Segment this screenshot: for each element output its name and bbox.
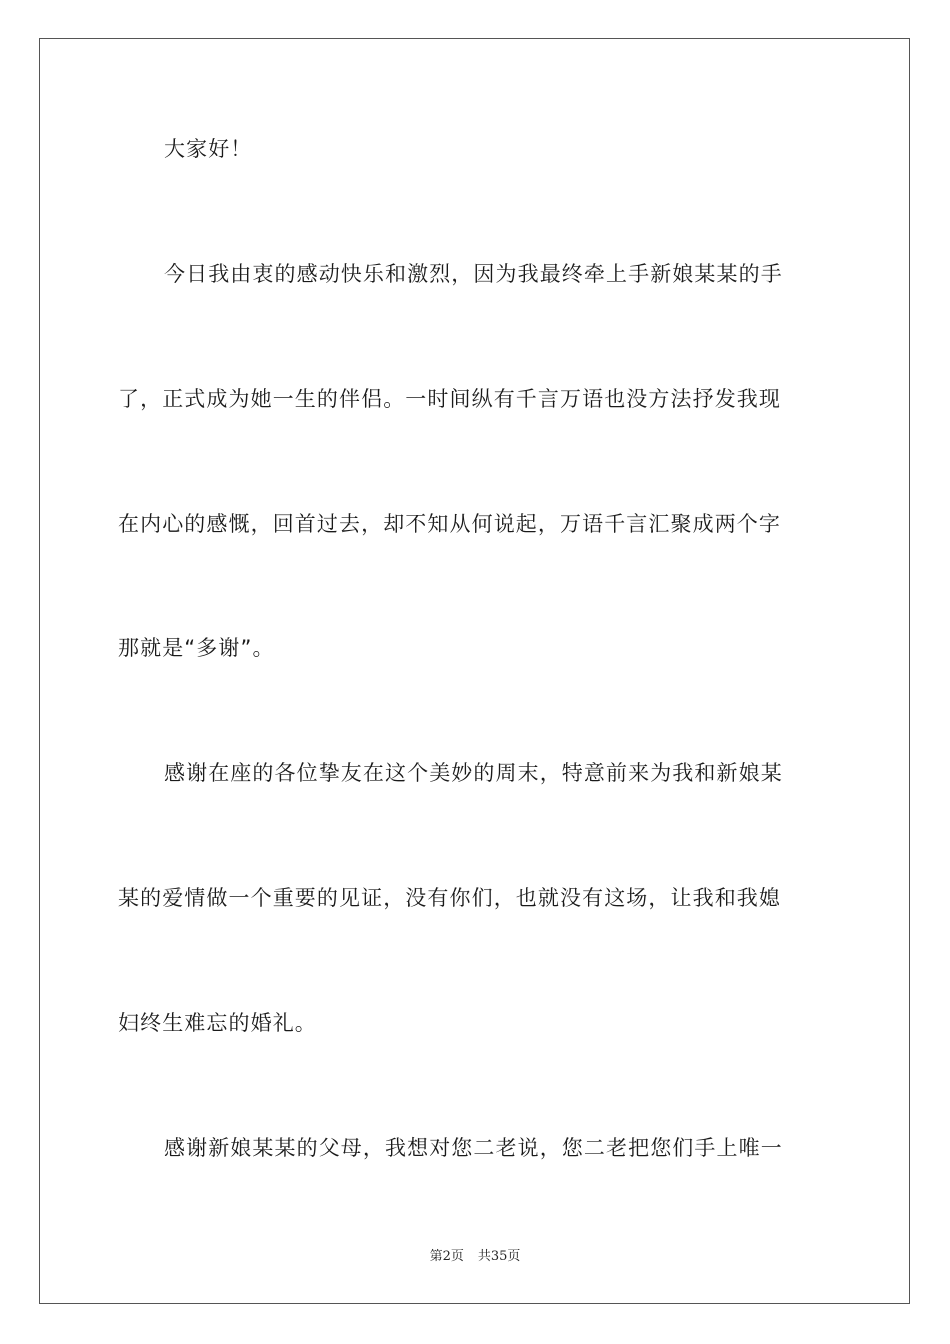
paragraph-line: 了，正式成为她一生的伴侣。一时间纵有千言万语也没方法抒发我现 [118,387,781,411]
paragraph-line: 感谢新娘某某的父母，我想对您二老说，您二老把您们手上唯一 [164,1136,783,1160]
page-number-current: 第2页 [429,1249,464,1264]
paragraph-line: 在内心的感慨，回首过去，却不知从何说起，万语千言汇聚成两个字 [118,512,781,536]
paragraph-line: 今日我由衷的感动快乐和激烈，因为我最终牵上手新娘某某的手 [164,262,783,286]
paragraph-greeting: 大家好！ [164,137,253,161]
paragraph-line: 妇终生难忘的婚礼。 [118,1011,317,1035]
page-footer [0,1247,950,1267]
paragraph-line: 那就是“多谢”。 [118,636,275,660]
page-border [39,38,910,1304]
page-number-total: 共35页 [477,1249,521,1264]
paragraph-line: 感谢在座的各位挚友在这个美妙的周末，特意前来为我和新娘某 [164,761,783,785]
paragraph-line: 某的爱情做一个重要的见证，没有你们，也就没有这场，让我和我媳 [118,886,781,910]
